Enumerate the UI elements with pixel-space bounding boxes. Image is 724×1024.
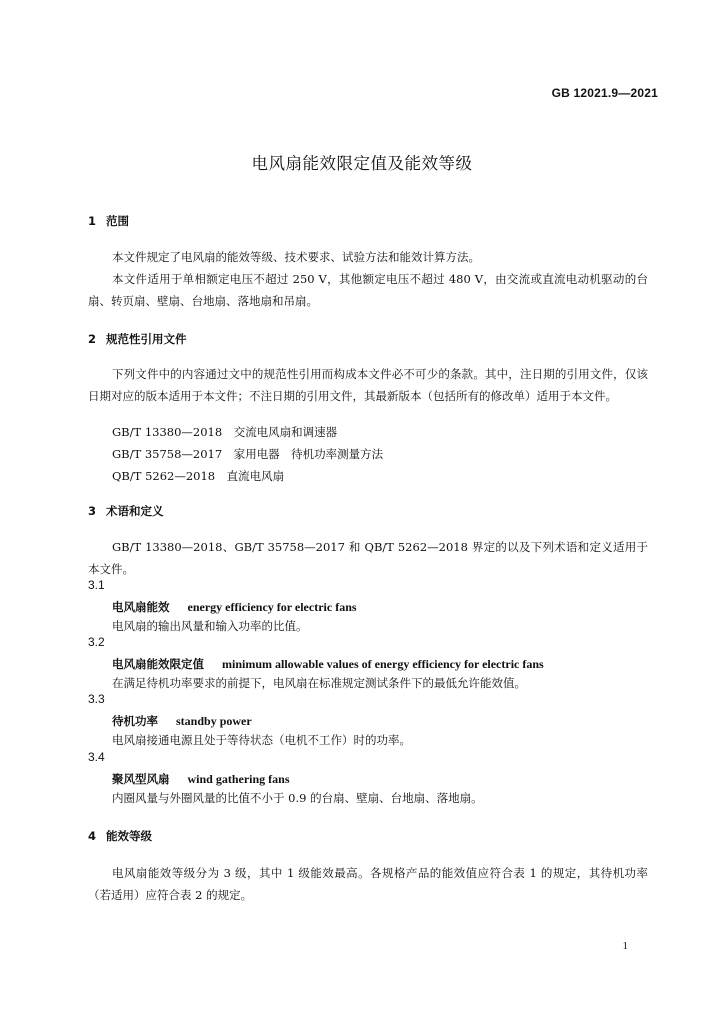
normative-reference: GB/T 13380—2018 交流电风扇和调速器 [112, 425, 338, 439]
section-number: 1 [88, 214, 97, 228]
clause-number: 3.3 [88, 692, 105, 706]
term-chinese: 电风扇能效限定值 [112, 657, 204, 671]
document-title: 电风扇能效限定值及能效等级 [251, 154, 473, 173]
term-english: standby power [176, 714, 252, 728]
section-title: 范围 [106, 214, 129, 228]
term-definition: 电风扇的输出风量和输入功率的比值。 [112, 619, 308, 633]
section-2-paragraph-1: 下列文件中的内容通过文中的规范性引用而构成本文件必不可少的条款。其中，注日期的引用文件，仅该日期对应的版本适用于本文件；不注日期的引用文件，其最新版本（包括所有的修改单）适用于本文件。 [88, 367, 648, 403]
term-entry [112, 713, 252, 729]
section-1-paragraph-1: 本文件规定了电风扇的能效等级、技术要求、试验方法和能效计算方法。 [112, 250, 480, 264]
section-number: 4 [88, 829, 97, 843]
standard-number: GB 12021.9—2021 [551, 86, 658, 100]
term-entry [112, 656, 544, 672]
section-title: 能效等级 [106, 829, 152, 843]
section-title: 术语和定义 [106, 504, 164, 518]
section-title: 规范性引用文件 [106, 332, 187, 346]
normative-reference: GB/T 35758—2017 家用电器 待机功率测量方法 [112, 447, 384, 461]
term-definition: 内圈风量与外圈风量的比值不小于 0.9 的台扇、壁扇、台地扇、落地扇。 [112, 791, 483, 805]
section-4-heading [88, 828, 152, 844]
term-chinese: 待机功率 [112, 714, 158, 728]
term-definition: 在满足待机功率要求的前提下，电风扇在标准规定测试条件下的最低允许能效值。 [112, 676, 526, 690]
term-english: energy efficiency for electric fans [187, 600, 357, 614]
term-entry [112, 599, 357, 615]
section-1-paragraph-2: 本文件适用于单相额定电压不超过 250 V，其他额定电压不超过 480 V，由交流或直流电动机驱动的台扇、转页扇、壁扇、台地扇、落地扇和吊扇。 [88, 272, 648, 308]
section-4-paragraph-1: 电风扇能效等级分为 3 级，其中 1 级能效最高。各规格产品的能效值应符合表 1 的规定，其待机功率（若适用）应符合表 2 的规定。 [88, 866, 648, 902]
section-2-heading [88, 331, 187, 347]
section-1-heading [88, 213, 129, 229]
term-entry [112, 771, 290, 787]
clause-number: 3.2 [88, 635, 105, 649]
term-english: wind gathering fans [187, 772, 290, 786]
section-3-heading [88, 503, 164, 519]
section-number: 2 [88, 332, 97, 346]
clause-number: 3.1 [88, 578, 105, 592]
section-3-paragraph-1: GB/T 13380—2018、GB/T 35758—2017 和 QB/T 5262—2018 界定的以及下列术语和定义适用于本文件。 [88, 540, 648, 576]
page-number: 1 [622, 940, 628, 952]
section-number: 3 [88, 504, 97, 518]
term-chinese: 聚风型风扇 [112, 772, 170, 786]
term-definition: 电风扇接通电源且处于等待状态（电机不工作）时的功率。 [112, 733, 411, 747]
clause-number: 3.4 [88, 750, 105, 764]
term-english: minimum allowable values of energy efficiency for electric fans [222, 657, 544, 671]
normative-reference: QB/T 5262—2018 直流电风扇 [112, 469, 285, 483]
term-chinese: 电风扇能效 [112, 600, 170, 614]
